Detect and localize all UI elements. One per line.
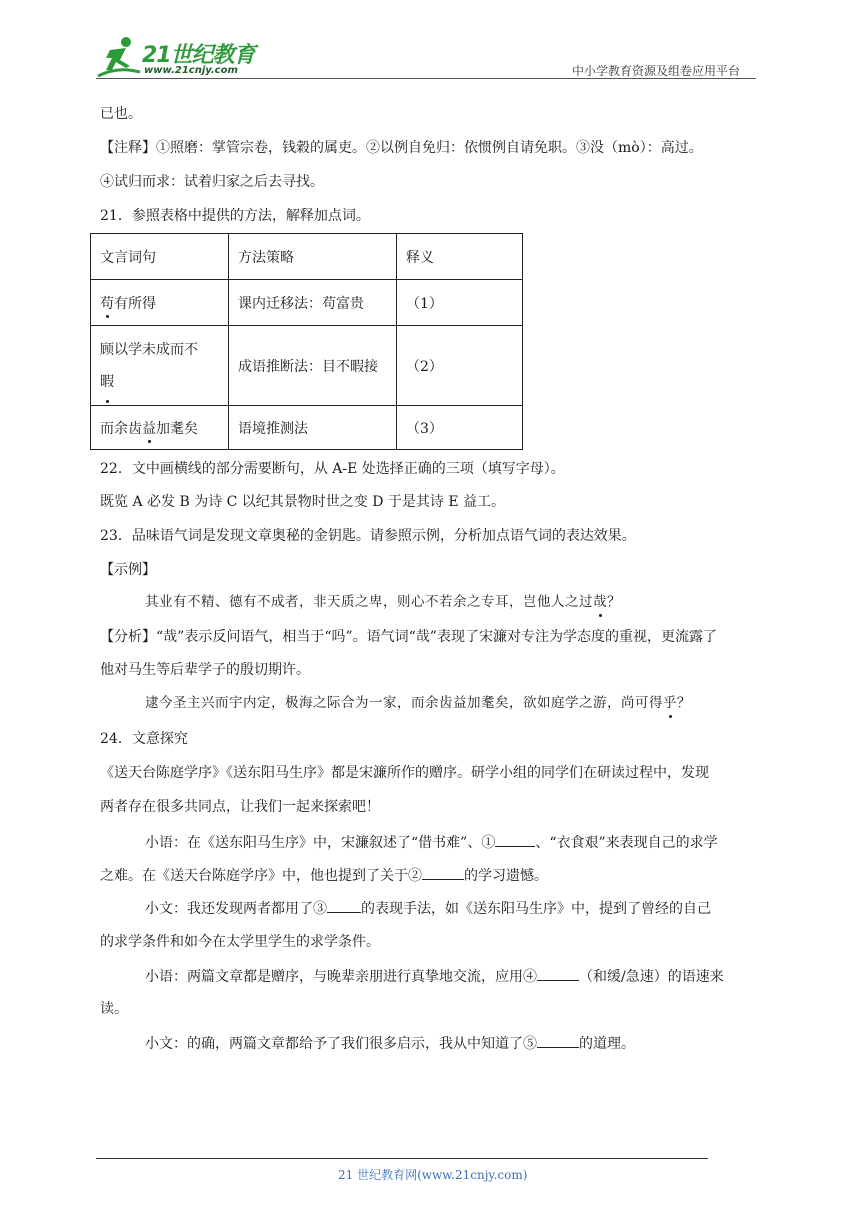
- dialogue-text: 的学习遗憾。: [464, 868, 548, 884]
- question-22: 22．文中画横线的部分需要断句，从 A-E 处选择正确的三项（填写字母）。: [100, 461, 565, 477]
- quote-text: ？: [677, 695, 691, 711]
- table-row: [91, 280, 523, 326]
- analysis-line: 【分析】“哉”表示反问语气，相当于“吗”。语气词“哉”表现了宋濂对专注为学态度的重视，更流露了: [100, 629, 717, 645]
- answer-blank-5[interactable]: [537, 1033, 579, 1048]
- footer-link[interactable]: 21 世纪教育网(www.21cnjy.com): [338, 1168, 528, 1182]
- dotted-word: 益: [142, 418, 156, 438]
- answer-cell: （1）: [397, 280, 523, 326]
- answer-cell: （3）: [397, 406, 523, 450]
- quote-text: 逮今圣主兴而宇内定，极海之际合为一家，而余齿益加耄矣，欲如庭学之游，尚可得: [145, 695, 663, 711]
- q24-intro: 《送天台陈庭学序》《送东阳马生序》都是宋濂所作的赠序。研学小组的同学们在研读过程中，发现: [100, 765, 709, 781]
- q24-intro: 两者存在很多共同点，让我们一起来探索吧！: [100, 799, 380, 815]
- table-row: [91, 406, 523, 450]
- quote-text: 其业有不精、德有不成者，非天质之卑，则心不若余之专耳，岂他人之过: [145, 594, 593, 610]
- table-row: [91, 326, 523, 406]
- target-quote: [145, 693, 691, 713]
- question-24: 24．文意探究: [100, 731, 188, 747]
- method-cell: 语境推测法: [229, 406, 397, 450]
- phrase-cell: [91, 326, 229, 406]
- dialogue-line: [100, 865, 548, 886]
- dialogue-line: 读。: [100, 1001, 128, 1017]
- dialogue-line: 的求学条件和如今在太学里学生的求学条件。: [100, 934, 380, 950]
- dialogue-text: （和缓/急速）的语速来: [579, 969, 724, 985]
- header-logo: [96, 36, 266, 80]
- dialogue-line: [145, 898, 711, 919]
- site-tagline: 中小学教育资源及组卷应用平台: [572, 64, 741, 78]
- table-header-cell: 释义: [397, 234, 523, 280]
- logo-url: www.21cnjy.com: [144, 65, 238, 76]
- dotted-word: 暇: [100, 366, 114, 398]
- question-21: 21．参照表格中提供的方法，解释加点词。: [100, 208, 370, 224]
- dialogue-line: [145, 1033, 635, 1054]
- phrase-cell: [91, 280, 229, 326]
- phrase-text: 顾以学未成而不: [100, 341, 198, 358]
- method-cell: 成语推断法：目不暇接: [229, 326, 397, 406]
- phrase-text: 加耄矣: [156, 420, 198, 437]
- phrase-text: 而余齿: [100, 420, 142, 437]
- footer-rule: [96, 1158, 708, 1159]
- dialogue-text: 的道理。: [579, 1036, 635, 1052]
- table-header-cell: 文言词句: [91, 234, 229, 280]
- analysis-line: 他对马生等后辈学子的殷切期许。: [100, 662, 310, 678]
- header-rule: [96, 78, 756, 79]
- dotted-word: 苟: [100, 293, 114, 313]
- dialogue-line: [145, 966, 724, 987]
- answer-cell: （2）: [397, 326, 523, 406]
- dialogue-text: 小语：在《送东阳马生序》中，宋濂叙述了“借书难”、①: [145, 835, 496, 851]
- answer-blank-1[interactable]: [495, 832, 535, 847]
- example-label: 【示例】: [100, 562, 156, 578]
- example-quote: [145, 592, 621, 612]
- answer-blank-3[interactable]: [327, 898, 361, 913]
- dotted-word: 哉: [593, 594, 607, 610]
- dialogue-text: 之难。在《送天台陈庭学序》中，他也提到了关于②: [100, 868, 422, 884]
- dialogue-text: 小文：的确，两篇文章都给予了我们很多启示，我从中知道了⑤: [145, 1036, 537, 1052]
- runner-logo-icon: [96, 36, 142, 78]
- table-header-cell: 方法策略: [229, 234, 397, 280]
- phrase-text: 有所得: [114, 295, 156, 312]
- dotted-word: 乎: [663, 695, 677, 711]
- question-22-text: 既览 A 必发 B 为诗 C 以纪其景物时世之变 D 于是其诗 E 益工。: [100, 494, 506, 510]
- answer-blank-4[interactable]: [537, 966, 579, 981]
- method-table: [90, 233, 523, 450]
- answer-blank-2[interactable]: [422, 865, 464, 880]
- text-line: 已也。: [100, 106, 142, 122]
- logo-text: 21世纪教育: [142, 43, 255, 68]
- dialogue-text: 、“衣食艰”来表现自己的求学: [535, 835, 718, 851]
- annotation-line: ④试归而求：试着归家之后去寻找。: [100, 174, 324, 190]
- annotation-line: 【注释】①照磨：掌管宗卷，钱穀的属吏。②以例自免归：依惯例自请免职。③没（mò）：高过。: [100, 140, 703, 156]
- dialogue-text: 小语：两篇文章都是赠序，与晚辈亲朋进行真挚地交流，应用④: [145, 969, 537, 985]
- dialogue-text: 小文：我还发现两者都用了③: [145, 901, 327, 917]
- quote-text: ？: [607, 594, 621, 610]
- dialogue-line: [145, 832, 718, 853]
- question-23: 23．品味语气词是发现文章奥秘的金钥匙。请参照示例，分析加点语气词的表达效果。: [100, 528, 636, 544]
- phrase-cell: [91, 406, 229, 450]
- dialogue-text: 的表现手法，如《送东阳马生序》中，提到了曾经的自己: [361, 901, 711, 917]
- method-cell: 课内迁移法：苟富贵: [229, 280, 397, 326]
